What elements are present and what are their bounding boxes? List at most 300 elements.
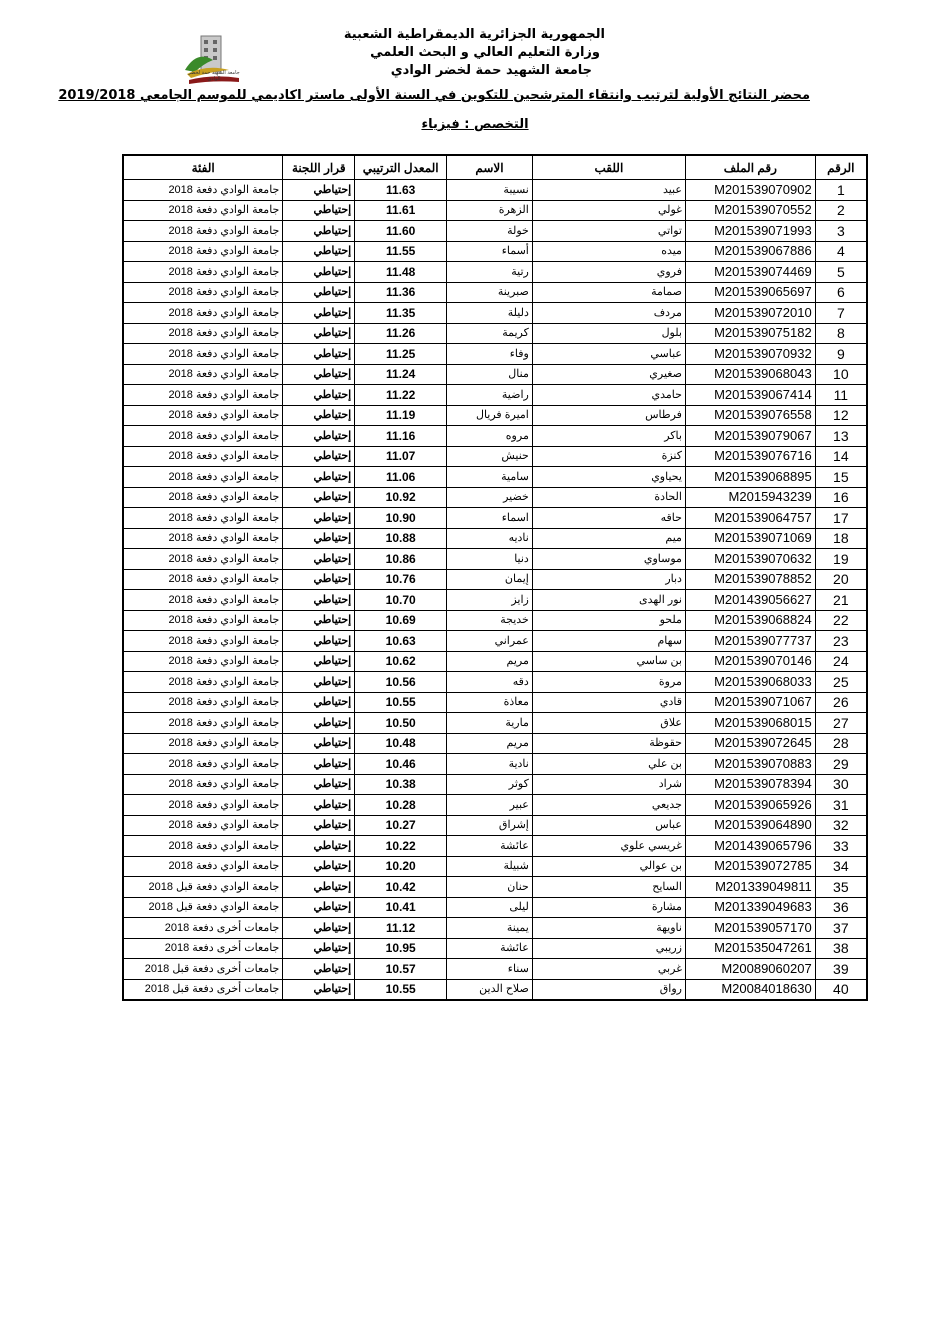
col-number-header: الرقم [815, 155, 867, 180]
last-name: مردف [532, 303, 685, 324]
committee-decision: إحتياطي [283, 938, 355, 959]
average: 11.12 [355, 918, 447, 939]
row-number: 23 [815, 631, 867, 652]
table-row [123, 508, 867, 529]
document-title: محضر النتائج الأولية لترتيب وانتقاء المترشحين للتكوين في السنة الأولى ماستر اكاديمي للموسم الجامعي 2019/2018 [58, 88, 810, 103]
average: 10.56 [355, 672, 447, 693]
file-number: M201539064757 [685, 508, 815, 529]
first-name: مارية [447, 713, 533, 734]
file-number: M201539064890 [685, 815, 815, 836]
file-number: M201539078394 [685, 774, 815, 795]
first-name: يمينة [447, 918, 533, 939]
committee-decision: إحتياطي [283, 672, 355, 693]
first-name: خضير [447, 487, 533, 508]
committee-decision: إحتياطي [283, 979, 355, 1000]
row-number: 37 [815, 918, 867, 939]
average: 11.35 [355, 303, 447, 324]
first-name: مريم [447, 651, 533, 672]
average: 11.06 [355, 467, 447, 488]
category: جامعة الوادي دفعة 2018 [123, 241, 283, 262]
row-number: 33 [815, 836, 867, 857]
committee-decision: إحتياطي [283, 221, 355, 242]
file-number: M201539070632 [685, 549, 815, 570]
file-number: M201539068824 [685, 610, 815, 631]
row-number: 2 [815, 200, 867, 221]
last-name: حامدي [532, 385, 685, 406]
committee-decision: إحتياطي [283, 569, 355, 590]
table-row [123, 467, 867, 488]
first-name: خولة [447, 221, 533, 242]
category: جامعة الوادي دفعة 2018 [123, 426, 283, 447]
row-number: 25 [815, 672, 867, 693]
average: 10.57 [355, 959, 447, 980]
row-number: 5 [815, 262, 867, 283]
committee-decision: إحتياطي [283, 508, 355, 529]
category: جامعة الوادي دفعة 2018 [123, 590, 283, 611]
col-average-header: المعدل الترتيبي [355, 155, 447, 180]
table-row [123, 795, 867, 816]
committee-decision: إحتياطي [283, 344, 355, 365]
last-name: شراد [532, 774, 685, 795]
row-number: 7 [815, 303, 867, 324]
table-row [123, 610, 867, 631]
committee-decision: إحتياطي [283, 836, 355, 857]
average: 10.95 [355, 938, 447, 959]
last-name: بن ساسي [532, 651, 685, 672]
file-number: M201539065697 [685, 282, 815, 303]
table-row [123, 631, 867, 652]
last-name: ناويهة [532, 918, 685, 939]
row-number: 29 [815, 754, 867, 775]
row-number: 39 [815, 959, 867, 980]
specialty-line [0, 117, 950, 132]
category: جامعة الوادي دفعة 2018 [123, 303, 283, 324]
committee-decision: إحتياطي [283, 795, 355, 816]
table-row [123, 569, 867, 590]
ministry-line: وزارة التعليم العالي و البحث العلمي [370, 45, 600, 60]
category: جامعات أخرى دفعة قبل 2018 [123, 979, 283, 1000]
last-name: بن علي [532, 754, 685, 775]
category: جامعة الوادي دفعة 2018 [123, 487, 283, 508]
category: جامعة الوادي دفعة 2018 [123, 528, 283, 549]
row-number: 4 [815, 241, 867, 262]
last-name: حقوظة [532, 733, 685, 754]
table-row [123, 323, 867, 344]
file-number: M201539068033 [685, 672, 815, 693]
file-number: M201535047261 [685, 938, 815, 959]
last-name: فرطاس [532, 405, 685, 426]
file-number: M201539067886 [685, 241, 815, 262]
category: جامعة الوادي دفعة 2018 [123, 631, 283, 652]
col-category-header: الفئة [123, 155, 283, 180]
row-number: 6 [815, 282, 867, 303]
category: جامعة الوادي دفعة 2018 [123, 672, 283, 693]
file-number: M201439065796 [685, 836, 815, 857]
table-row [123, 241, 867, 262]
file-number: M201539072645 [685, 733, 815, 754]
last-name: حاقه [532, 508, 685, 529]
committee-decision: إحتياطي [283, 959, 355, 980]
first-name: دنيا [447, 549, 533, 570]
category: جامعة الوادي دفعة 2018 [123, 364, 283, 385]
category: جامعة الوادي دفعة 2018 [123, 180, 283, 201]
first-name: ناديه [447, 528, 533, 549]
table-row [123, 692, 867, 713]
first-name: صبرينة [447, 282, 533, 303]
file-number: M201539070883 [685, 754, 815, 775]
specialty-label: التخصص : فيزياء [421, 117, 529, 132]
republic-line: الجمهورية الجزائرية الديمقراطية الشعبية [343, 27, 605, 42]
last-name: سهام [532, 631, 685, 652]
row-number: 9 [815, 344, 867, 365]
committee-decision: إحتياطي [283, 815, 355, 836]
table-row [123, 364, 867, 385]
average: 10.38 [355, 774, 447, 795]
last-name: رواق [532, 979, 685, 1000]
file-number: M201439056627 [685, 590, 815, 611]
first-name: حنيش [447, 446, 533, 467]
category: جامعة الوادي دفعة 2018 [123, 221, 283, 242]
committee-decision: إحتياطي [283, 323, 355, 344]
last-name: الحادة [532, 487, 685, 508]
last-name: مروة [532, 672, 685, 693]
average: 10.70 [355, 590, 447, 611]
file-number: M201539079067 [685, 426, 815, 447]
committee-decision: إحتياطي [283, 610, 355, 631]
file-number: M2015943239 [685, 487, 815, 508]
category: جامعة الوادي دفعة 2018 [123, 549, 283, 570]
file-number: M201539067414 [685, 385, 815, 406]
last-name: غولي [532, 200, 685, 221]
last-name: زريبي [532, 938, 685, 959]
first-name: حنان [447, 877, 533, 898]
category: جامعة الوادي دفعة 2018 [123, 651, 283, 672]
category: جامعة الوادي دفعة 2018 [123, 282, 283, 303]
committee-decision: إحتياطي [283, 692, 355, 713]
last-name: جديعي [532, 795, 685, 816]
row-number: 12 [815, 405, 867, 426]
committee-decision: إحتياطي [283, 897, 355, 918]
category: جامعة الوادي دفعة 2018 [123, 795, 283, 816]
row-number: 17 [815, 508, 867, 529]
first-name: نسيبة [447, 180, 533, 201]
average: 11.63 [355, 180, 447, 201]
table-row [123, 528, 867, 549]
average: 10.55 [355, 692, 447, 713]
first-name: دقه [447, 672, 533, 693]
last-name: صمامة [532, 282, 685, 303]
category: جامعة الوادي دفعة 2018 [123, 446, 283, 467]
category: جامعة الوادي دفعة 2018 [123, 774, 283, 795]
table-row [123, 918, 867, 939]
average: 10.27 [355, 815, 447, 836]
row-number: 22 [815, 610, 867, 631]
table-row [123, 672, 867, 693]
category: جامعة الوادي دفعة 2018 [123, 856, 283, 877]
average: 10.41 [355, 897, 447, 918]
category: جامعة الوادي دفعة 2018 [123, 754, 283, 775]
category: جامعات أخرى دفعة 2018 [123, 918, 283, 939]
category: جامعة الوادي دفعة 2018 [123, 344, 283, 365]
last-name: نور الهدى [532, 590, 685, 611]
last-name: غريسي علوي [532, 836, 685, 857]
file-number: M201539076716 [685, 446, 815, 467]
first-name: إيمان [447, 569, 533, 590]
average: 10.42 [355, 877, 447, 898]
first-name: نادية [447, 754, 533, 775]
last-name: بن عوالي [532, 856, 685, 877]
committee-decision: إحتياطي [283, 262, 355, 283]
file-number: M201539057170 [685, 918, 815, 939]
average: 11.19 [355, 405, 447, 426]
category: جامعة الوادي دفعة 2018 [123, 323, 283, 344]
average: 10.28 [355, 795, 447, 816]
last-name: دبار [532, 569, 685, 590]
first-name: عبير [447, 795, 533, 816]
table-row [123, 959, 867, 980]
row-number: 21 [815, 590, 867, 611]
committee-decision: إحتياطي [283, 754, 355, 775]
first-name: كوثر [447, 774, 533, 795]
table-row [123, 897, 867, 918]
first-name: راضية [447, 385, 533, 406]
first-name: ليلى [447, 897, 533, 918]
first-name: عمراني [447, 631, 533, 652]
first-name: زايز [447, 590, 533, 611]
table-row [123, 221, 867, 242]
first-name: عائشة [447, 836, 533, 857]
committee-decision: إحتياطي [283, 200, 355, 221]
col-file-header: رقم الملف [685, 155, 815, 180]
average: 10.46 [355, 754, 447, 775]
last-name: ميده [532, 241, 685, 262]
file-number: M201539070902 [685, 180, 815, 201]
committee-decision: إحتياطي [283, 303, 355, 324]
table-row [123, 262, 867, 283]
category: جامعة الوادي دفعة 2018 [123, 815, 283, 836]
table-row [123, 979, 867, 1000]
file-number: M201539076558 [685, 405, 815, 426]
row-number: 32 [815, 815, 867, 836]
average: 10.86 [355, 549, 447, 570]
committee-decision: إحتياطي [283, 385, 355, 406]
category: جامعة الوادي دفعة 2018 [123, 200, 283, 221]
first-name: منال [447, 364, 533, 385]
row-number: 3 [815, 221, 867, 242]
average: 10.55 [355, 979, 447, 1000]
average: 11.22 [355, 385, 447, 406]
row-number: 20 [815, 569, 867, 590]
category: جامعة الوادي دفعة قبل 2018 [123, 877, 283, 898]
last-name: فروي [532, 262, 685, 283]
average: 11.26 [355, 323, 447, 344]
row-number: 36 [815, 897, 867, 918]
row-number: 35 [815, 877, 867, 898]
committee-decision: إحتياطي [283, 446, 355, 467]
last-name: باكر [532, 426, 685, 447]
file-number: M201539070146 [685, 651, 815, 672]
row-number: 30 [815, 774, 867, 795]
average: 11.16 [355, 426, 447, 447]
average: 11.24 [355, 364, 447, 385]
row-number: 40 [815, 979, 867, 1000]
file-number: M201539065926 [685, 795, 815, 816]
committee-decision: إحتياطي [283, 877, 355, 898]
row-number: 18 [815, 528, 867, 549]
last-name: موساوي [532, 549, 685, 570]
category: جامعة الوادي دفعة 2018 [123, 713, 283, 734]
table-row [123, 385, 867, 406]
file-number: M201539078852 [685, 569, 815, 590]
file-number: M201539068043 [685, 364, 815, 385]
average: 11.55 [355, 241, 447, 262]
committee-decision: إحتياطي [283, 918, 355, 939]
last-name: ميم [532, 528, 685, 549]
category: جامعات أخرى دفعة قبل 2018 [123, 959, 283, 980]
last-name: تواتي [532, 221, 685, 242]
file-number: M201539075182 [685, 323, 815, 344]
average: 11.07 [355, 446, 447, 467]
committee-decision: إحتياطي [283, 528, 355, 549]
logo-caption: جامعة الشهيد حمة لخضر الوادي [188, 70, 240, 82]
average: 10.48 [355, 733, 447, 754]
committee-decision: إحتياطي [283, 733, 355, 754]
category: جامعة الوادي دفعة 2018 [123, 692, 283, 713]
col-firstname-header: الاسم [447, 155, 533, 180]
university-line: جامعة الشهيد حمة لخضر الوادي [390, 63, 592, 78]
table-row [123, 938, 867, 959]
category: جامعة الوادي دفعة 2018 [123, 569, 283, 590]
committee-decision: إحتياطي [283, 467, 355, 488]
first-name: وفاء [447, 344, 533, 365]
committee-decision: إحتياطي [283, 713, 355, 734]
file-number: M20084018630 [685, 979, 815, 1000]
table-row [123, 344, 867, 365]
file-number: M201539074469 [685, 262, 815, 283]
last-name: بلول [532, 323, 685, 344]
table-row [123, 303, 867, 324]
file-number: M201539072785 [685, 856, 815, 877]
committee-decision: إحتياطي [283, 631, 355, 652]
row-number: 26 [815, 692, 867, 713]
table-row [123, 774, 867, 795]
first-name: مريم [447, 733, 533, 754]
average: 10.62 [355, 651, 447, 672]
file-number: M201539071069 [685, 528, 815, 549]
first-name: معاذة [447, 692, 533, 713]
table-row [123, 487, 867, 508]
table-row [123, 549, 867, 570]
row-number: 38 [815, 938, 867, 959]
average: 10.69 [355, 610, 447, 631]
category: جامعة الوادي دفعة 2018 [123, 405, 283, 426]
category: جامعة الوادي دفعة 2018 [123, 467, 283, 488]
file-number: M201339049683 [685, 897, 815, 918]
committee-decision: إحتياطي [283, 364, 355, 385]
file-number: M201539072010 [685, 303, 815, 324]
average: 11.36 [355, 282, 447, 303]
committee-decision: إحتياطي [283, 405, 355, 426]
row-number: 13 [815, 426, 867, 447]
last-name: صغيري [532, 364, 685, 385]
col-lastname-header: اللقب [532, 155, 685, 180]
table-row [123, 446, 867, 467]
row-number: 14 [815, 446, 867, 467]
average: 11.48 [355, 262, 447, 283]
row-number: 34 [815, 856, 867, 877]
average: 10.63 [355, 631, 447, 652]
average: 10.88 [355, 528, 447, 549]
row-number: 11 [815, 385, 867, 406]
committee-decision: إحتياطي [283, 241, 355, 262]
col-decision-header: قرار اللجنة [283, 155, 355, 180]
average: 10.22 [355, 836, 447, 857]
first-name: دليلة [447, 303, 533, 324]
committee-decision: إحتياطي [283, 856, 355, 877]
file-number: M201539071993 [685, 221, 815, 242]
committee-decision: إحتياطي [283, 180, 355, 201]
committee-decision: إحتياطي [283, 774, 355, 795]
last-name: غربي [532, 959, 685, 980]
first-name: إشراق [447, 815, 533, 836]
last-name: كنزة [532, 446, 685, 467]
results-table [122, 154, 868, 1001]
table-row [123, 180, 867, 201]
first-name: خديجة [447, 610, 533, 631]
last-name: عباسي [532, 344, 685, 365]
committee-decision: إحتياطي [283, 426, 355, 447]
table-header-row [123, 155, 867, 180]
first-name: مروه [447, 426, 533, 447]
category: جامعة الوادي دفعة 2018 [123, 836, 283, 857]
category: جامعة الوادي دفعة 2018 [123, 508, 283, 529]
average: 11.60 [355, 221, 447, 242]
last-name: قادي [532, 692, 685, 713]
table-row [123, 200, 867, 221]
row-number: 19 [815, 549, 867, 570]
last-name: عباس [532, 815, 685, 836]
file-number: M201539068015 [685, 713, 815, 734]
row-number: 8 [815, 323, 867, 344]
last-name: عبيد [532, 180, 685, 201]
table-row [123, 426, 867, 447]
row-number: 16 [815, 487, 867, 508]
file-number: M201539070552 [685, 200, 815, 221]
category: جامعة الوادي دفعة 2018 [123, 733, 283, 754]
table-row [123, 733, 867, 754]
first-name: سناء [447, 959, 533, 980]
first-name: كريمة [447, 323, 533, 344]
average: 11.25 [355, 344, 447, 365]
table-row [123, 713, 867, 734]
average: 10.20 [355, 856, 447, 877]
table-row [123, 815, 867, 836]
first-name: صلاح الدين [447, 979, 533, 1000]
first-name: رتية [447, 262, 533, 283]
table-row [123, 651, 867, 672]
row-number: 31 [815, 795, 867, 816]
first-name: سامية [447, 467, 533, 488]
category: جامعة الوادي دفعة 2018 [123, 610, 283, 631]
file-number: M201539070932 [685, 344, 815, 365]
committee-decision: إحتياطي [283, 549, 355, 570]
last-name: علاق [532, 713, 685, 734]
file-number: M20089060207 [685, 959, 815, 980]
row-number: 24 [815, 651, 867, 672]
first-name: اميرة فريال [447, 405, 533, 426]
committee-decision: إحتياطي [283, 651, 355, 672]
category: جامعة الوادي دفعة 2018 [123, 262, 283, 283]
